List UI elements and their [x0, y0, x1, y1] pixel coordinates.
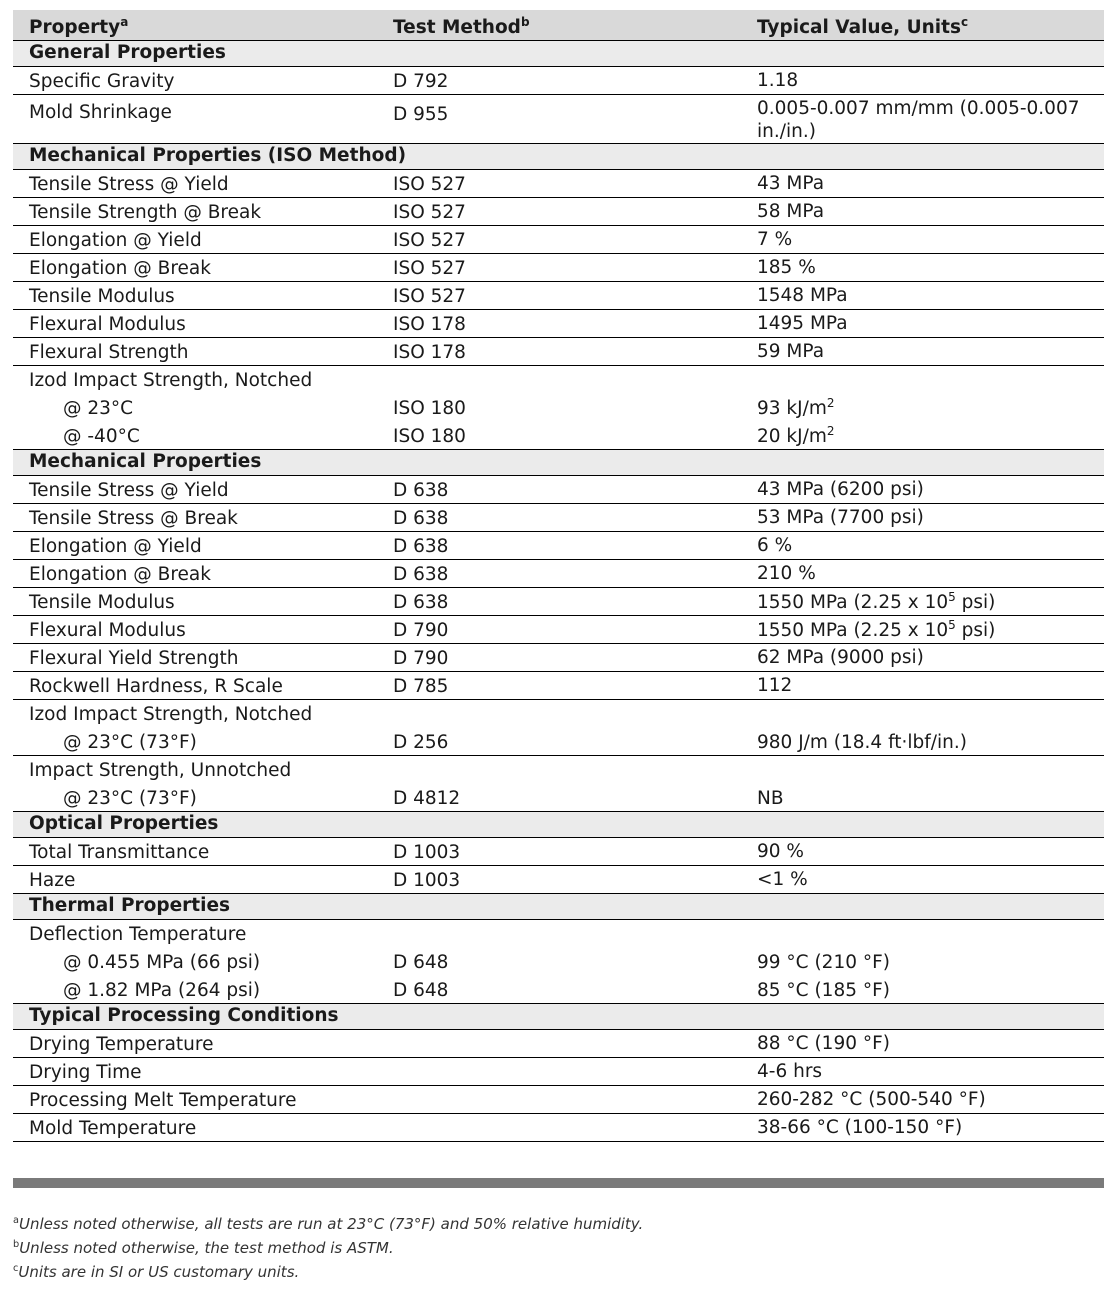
method-cell: ISO 527 — [377, 225, 741, 253]
property-cell: Elongation @ Yield — [13, 531, 377, 559]
method-cell: D 638 — [377, 503, 741, 531]
value-cell: 43 MPa — [741, 169, 1104, 197]
table-row — [13, 421, 1104, 449]
property-group-label: Deflection Temperature — [29, 924, 247, 945]
table-row — [13, 94, 1104, 143]
value-cell: 980 J/m (18.4 ft·lbf/in.) — [741, 727, 1104, 755]
header-typical-value: Typical Value, Units$^c$ — [741, 10, 1104, 40]
value-cell: 0.005-0.007 mm/mm (0.005-0.007 in./in.) — [741, 94, 1104, 143]
section-thermal — [13, 893, 1104, 919]
value-cell: NB — [741, 783, 1104, 811]
property-cell: @ 23°C — [63, 398, 134, 419]
method-cell: D 638 — [377, 531, 741, 559]
property-cell: Rockwell Hardness, R Scale — [13, 671, 377, 699]
property-group-label: Izod Impact Strength, Notched — [29, 370, 313, 391]
method-cell: ISO 178 — [377, 337, 741, 365]
footnote-b: $^b$Unless noted otherwise, the test method is ASTM. — [13, 1239, 394, 1257]
property-cell: Tensile Modulus — [13, 587, 377, 615]
value-cell: 20 $kJ/m^2$ — [741, 421, 1104, 449]
value-cell: 38-66 °C (100-150 °F) — [741, 1113, 1104, 1141]
table-row — [13, 225, 1104, 253]
property-cell: Processing Melt Temperature — [13, 1085, 377, 1113]
value-cell: 1495 MPa — [741, 309, 1104, 337]
method-cell: ISO 527 — [377, 197, 741, 225]
value-cell: 43 MPa (6200 psi) — [741, 475, 1104, 503]
method-cell: D 256 — [377, 727, 741, 755]
table-row — [13, 1085, 1104, 1113]
property-cell: Tensile Stress @ Break — [13, 503, 377, 531]
method-cell: D 648 — [393, 952, 449, 973]
table-row — [13, 66, 1104, 94]
table-footer-bar — [13, 1178, 1104, 1188]
value-cell: 1550 MPa (2.25 x $10^5$ psi) — [741, 615, 1104, 643]
method-cell: D 4812 — [377, 783, 741, 811]
method-cell: D 638 — [377, 587, 741, 615]
method-cell — [377, 1113, 741, 1141]
properties-table — [13, 10, 1104, 1142]
table-row — [13, 919, 1104, 947]
value-cell: 59 MPa — [741, 337, 1104, 365]
table-row — [13, 503, 1104, 531]
table-row — [13, 699, 1104, 727]
property-cell: Flexural Yield Strength — [13, 643, 377, 671]
table-row — [13, 475, 1104, 503]
method-cell: ISO 180 — [393, 398, 466, 419]
table-row — [13, 169, 1104, 197]
table-row — [13, 727, 1104, 755]
method-cell: D 1003 — [377, 865, 741, 893]
method-cell: D 790 — [377, 643, 741, 671]
value-cell: 210 % — [741, 559, 1104, 587]
value-cell: 185 % — [741, 253, 1104, 281]
property-cell: Specific Gravity — [13, 66, 377, 94]
property-cell: Drying Temperature — [13, 1029, 377, 1057]
property-cell: Mold Temperature — [13, 1113, 377, 1141]
method-cell — [377, 1029, 741, 1057]
value-cell: 99 °C (210 °F) — [757, 952, 890, 973]
property-cell: @ 0.455 MPa (66 psi) — [63, 952, 261, 973]
method-cell: D 792 — [377, 66, 741, 94]
value-cell: 1548 MPa — [741, 281, 1104, 309]
section-title: Mechanical Properties — [13, 449, 1104, 475]
section-optical — [13, 811, 1104, 837]
property-cell: Elongation @ Break — [13, 559, 377, 587]
table-row — [13, 197, 1104, 225]
table-row — [13, 309, 1104, 337]
section-mechanical — [13, 449, 1104, 475]
table-row — [13, 837, 1104, 865]
footnote-a: $^a$Unless noted otherwise, all tests are run at 23°C (73°F) and 50% relative humidity. — [13, 1215, 644, 1233]
method-cell: ISO 527 — [377, 281, 741, 309]
property-cell: Flexural Modulus — [13, 615, 377, 643]
value-cell: 1550 MPa (2.25 x $10^5$ psi) — [741, 587, 1104, 615]
method-cell: D 785 — [377, 671, 741, 699]
table-header — [13, 10, 1104, 40]
table-row — [13, 253, 1104, 281]
property-cell: Total Transmittance — [13, 837, 377, 865]
property-group-label: Impact Strength, Unnotched — [29, 760, 292, 781]
property-cell: Tensile Stress @ Yield — [13, 475, 377, 503]
section-general — [13, 40, 1104, 66]
table-row — [13, 975, 1104, 1003]
table-row — [13, 337, 1104, 365]
footnotes — [13, 1212, 643, 1284]
section-title: Optical Properties — [13, 811, 1104, 837]
property-cell: Elongation @ Break — [13, 253, 377, 281]
table-row — [13, 393, 1104, 421]
method-cell: ISO 527 — [377, 253, 741, 281]
property-cell: Flexural Modulus — [13, 309, 377, 337]
property-cell: Haze — [13, 865, 377, 893]
table-row — [13, 643, 1104, 671]
table-row — [13, 365, 1104, 393]
table-row — [13, 1029, 1104, 1057]
property-cell: Mold Shrinkage — [13, 94, 377, 143]
property-group-label: Izod Impact Strength, Notched — [29, 704, 313, 725]
method-cell: D 955 — [377, 94, 741, 143]
table-row — [13, 865, 1104, 893]
section-mechanical-iso — [13, 143, 1104, 169]
method-cell: D 790 — [377, 615, 741, 643]
section-title: Typical Processing Conditions — [13, 1003, 1104, 1029]
section-title: Mechanical Properties (ISO Method) — [13, 143, 1104, 169]
method-cell: D 638 — [377, 559, 741, 587]
method-cell: ISO 178 — [377, 309, 741, 337]
method-cell: D 638 — [377, 475, 741, 503]
method-cell: ISO 180 — [377, 421, 741, 449]
value-cell: 7 % — [741, 225, 1104, 253]
section-title: Thermal Properties — [13, 893, 1104, 919]
properties-sheet — [13, 10, 1104, 1142]
method-cell: D 648 — [377, 975, 741, 1003]
table-row — [13, 281, 1104, 309]
table-row — [13, 1057, 1104, 1085]
value-cell: 53 MPa (7700 psi) — [741, 503, 1104, 531]
value-cell: 4-6 hrs — [741, 1057, 1104, 1085]
value-cell: 62 MPa (9000 psi) — [741, 643, 1104, 671]
value-cell: 260-282 °C (500-540 °F) — [741, 1085, 1104, 1113]
property-cell: @ -40°C — [13, 421, 377, 449]
property-cell: Tensile Modulus — [13, 281, 377, 309]
table-row — [13, 755, 1104, 783]
property-cell: @ 1.82 MPa (264 psi) — [13, 975, 377, 1003]
property-cell: @ 23°C (73°F) — [13, 727, 377, 755]
property-cell: Flexural Strength — [13, 337, 377, 365]
table-row — [13, 615, 1104, 643]
method-cell: D 1003 — [377, 837, 741, 865]
value-cell: <1 % — [741, 865, 1104, 893]
section-processing — [13, 1003, 1104, 1029]
footnote-c: $^c$Units are in SI or US customary units. — [13, 1263, 300, 1281]
header-test-method: Test Method$^b$ — [377, 10, 741, 40]
table-row — [13, 587, 1104, 615]
value-cell: 6 % — [741, 531, 1104, 559]
property-cell: Elongation @ Yield — [13, 225, 377, 253]
value-cell: 1.18 — [741, 66, 1104, 94]
value-cell: 85 °C (185 °F) — [741, 975, 1104, 1003]
value-cell: 112 — [741, 671, 1104, 699]
property-cell: @ 23°C (73°F) — [13, 783, 377, 811]
property-cell: Tensile Strength @ Break — [13, 197, 377, 225]
method-cell — [377, 1085, 741, 1113]
value-cell: 90 % — [741, 837, 1104, 865]
method-cell — [377, 1057, 741, 1085]
table-row — [13, 559, 1104, 587]
table-row — [13, 671, 1104, 699]
value-cell: 93 $kJ/m^2$ — [757, 395, 835, 419]
property-cell: Tensile Stress @ Yield — [13, 169, 377, 197]
header-property: Property$^a$ — [13, 10, 377, 40]
method-cell: ISO 527 — [377, 169, 741, 197]
value-cell: 58 MPa — [741, 197, 1104, 225]
table-row — [13, 947, 1104, 975]
table-row — [13, 783, 1104, 811]
value-cell: 88 °C (190 °F) — [741, 1029, 1104, 1057]
table-row — [13, 531, 1104, 559]
section-title: General Properties — [13, 40, 1104, 66]
table-row — [13, 1113, 1104, 1141]
property-cell: Drying Time — [13, 1057, 377, 1085]
